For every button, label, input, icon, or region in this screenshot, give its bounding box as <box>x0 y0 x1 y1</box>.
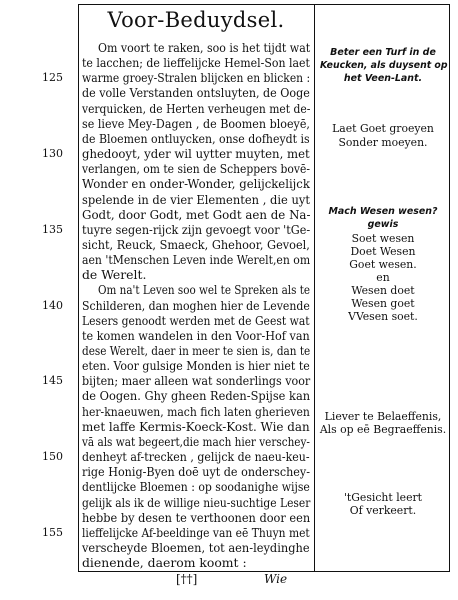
text-line: verlangen, om te sien de Scheppers bovē- <box>82 161 310 177</box>
text-line: vā als wat begeert,die mach hier verschey- <box>82 433 310 449</box>
text-line: de Werelt. <box>82 267 147 283</box>
page-title: Voor-Beduydsel. <box>107 8 285 32</box>
line-number: 125 <box>42 71 63 85</box>
marginal-note-line: Keucken, als duysent op <box>319 60 448 71</box>
marginal-note-line: en <box>376 271 390 284</box>
signature-mark: [††] <box>176 572 198 586</box>
text-line: de Bloemen ontluycken, onse dofheydt is <box>82 130 310 146</box>
text-line: dienende, daerom koomt : <box>82 555 247 571</box>
text-line: de volle Verstanden ontsluyten, de Ooge <box>82 85 310 101</box>
marginal-note-line: Soet wesen <box>351 232 415 245</box>
text-line: Om voort te raken, soo is het tijdt wat <box>98 40 311 55</box>
text-line: bijten; maer alleen wat sonderlings voor <box>82 373 311 389</box>
marginal-note-line: 'tGesicht leert <box>343 491 423 504</box>
text-line: de Oogen. Ghy gheen Reden-Spijse kan <box>82 388 311 404</box>
text-line: Wonder en onder-Wonder, gelijckelijck <box>82 176 310 192</box>
margin-divider <box>314 4 315 572</box>
text-line: hebbe by desen te verthoonen door een <box>82 509 311 525</box>
text-line: verscheyde Bloemen, tot aen-leydinghe <box>82 539 310 555</box>
marginal-note-line: Wesen goet <box>351 297 415 310</box>
marginal-note-line: Liever te Belaeffenis, <box>324 410 442 423</box>
text-line: se lieve Mey-Dagen , de Boomen bloeyē, <box>82 115 310 131</box>
marginal-note-line: VVesen soet. <box>348 310 418 323</box>
marginal-note-line: Als op eē Begraeffenis. <box>319 423 447 436</box>
marginal-note-line: Mach Wesen wesen? <box>328 206 438 217</box>
text-line: lieffelijcke Af-beeldinge van eē Thuyn met <box>82 524 310 540</box>
marginal-note-line: het Veen-Lant. <box>343 73 423 84</box>
text-line: spelende in de vier Elementen , die uyt <box>82 191 310 207</box>
text-line: aen 'tMenschen Leven inde Werelt,en om <box>82 252 311 268</box>
line-number: 140 <box>42 298 63 312</box>
marginal-note-line: Doet Wesen <box>350 245 416 258</box>
text-line: eten. Voor gulsige Monden is hier niet te <box>82 358 310 374</box>
marginal-note-line: Of verkeert. <box>349 504 417 517</box>
line-number: 155 <box>42 525 63 539</box>
line-number: 135 <box>42 222 63 236</box>
marginal-note-line: Laet Goet groeyen <box>332 122 434 135</box>
text-line: te komen wandelen in den Voor-Hof van <box>82 327 310 343</box>
text-line: met laffe Kermis-Koeck-Kost. Wie dan <box>82 418 310 434</box>
text-line: warme groey-Stralen blijcken en blicken : <box>82 70 311 86</box>
text-line: Lesers genoodt werden met de Geest wat <box>82 312 310 328</box>
text-line: Godt, door Godt, met Godt aen de Na- <box>82 206 311 222</box>
marginal-note-line: Wesen doet <box>351 284 415 297</box>
marginal-note-line: gewis <box>367 219 399 230</box>
text-line: ghedooyt, yder wil uytter muyten, met <box>82 146 310 162</box>
text-line: te lacchen; de lieffelijcke Hemel-Son laet <box>82 55 310 71</box>
text-line: dentlijcke Bloemen : op soodanighe wijse <box>82 479 310 495</box>
text-line: rige Honig-Byen doē uyt de onderschey- <box>82 464 310 480</box>
text-line: dese Werelt, daer in meer te sien is, dan te <box>82 343 311 358</box>
marginal-note-line: Beter een Turf in de <box>330 47 436 58</box>
text-line: sicht, Reuck, Smaeck, Ghehoor, Gevoel, <box>82 236 310 252</box>
marginal-note-line: Sonder moeyen. <box>338 136 428 149</box>
text-line: tuyre segen-rijck zijn gevoegt voor 'tGe- <box>82 221 311 237</box>
text-line: denheyt af-trecken , gelijck de naeu-keu- <box>82 449 310 465</box>
text-line: Om na't Leven soo wel te Spreken als te <box>98 282 311 298</box>
marginal-note-line: Goet wesen. <box>349 258 417 271</box>
line-number: 150 <box>42 450 63 464</box>
line-number: 145 <box>42 374 63 388</box>
catchword: Wie <box>264 572 288 586</box>
text-line: her-knaeuwen, mach fich laten gherieven <box>82 403 310 419</box>
text-line: Schilderen, dan moghen hier de Levende <box>82 297 310 313</box>
text-line: gelijk als ik de willige nieu-suchtige Leser <box>82 494 311 510</box>
text-line: verquicken, de Herten verheugen met de- <box>82 100 311 116</box>
line-number: 130 <box>42 147 63 161</box>
